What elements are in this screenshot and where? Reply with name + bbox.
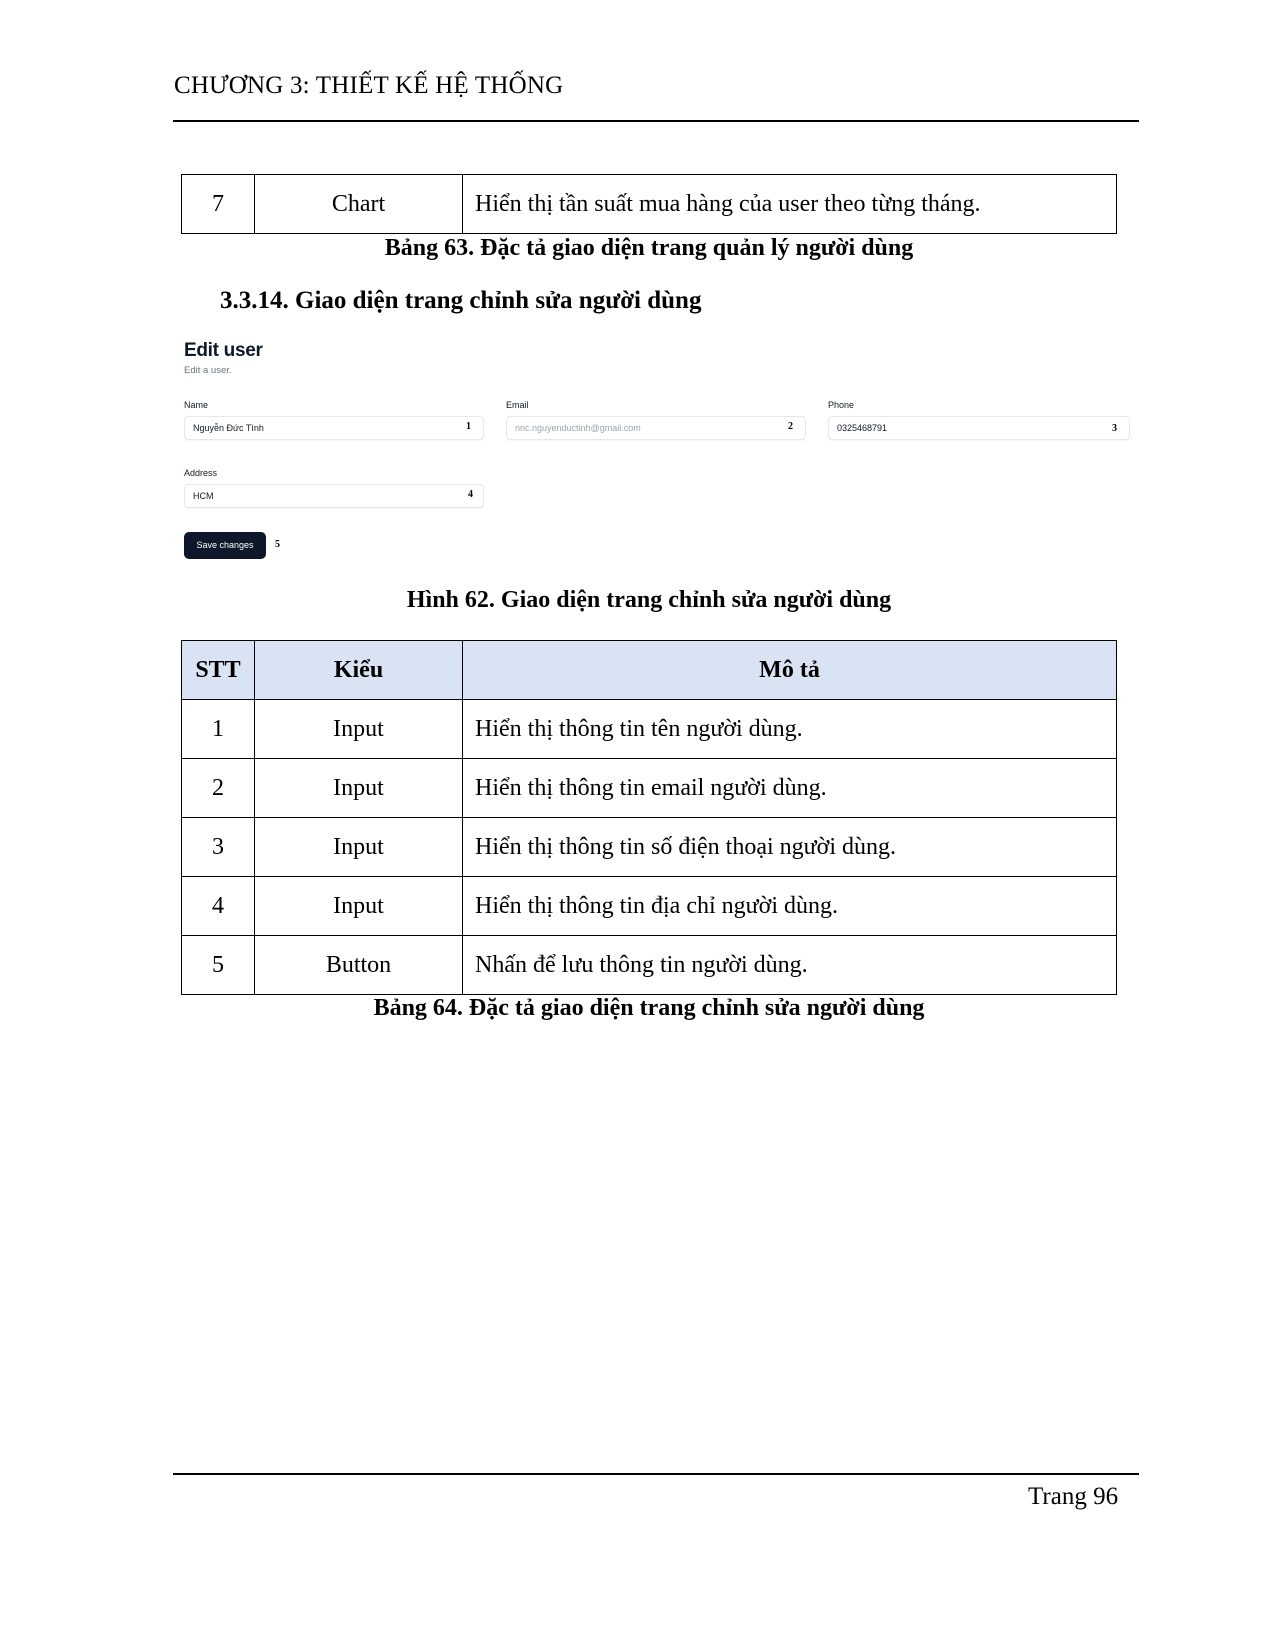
address-input[interactable]: HCM	[184, 484, 484, 508]
callout-2: 2	[788, 421, 793, 432]
phone-label: Phone	[828, 400, 855, 410]
email-label: Email	[506, 400, 529, 410]
table-64-caption: Bảng 64. Đặc tả giao diện trang chỉnh sửa người dùng	[373, 995, 925, 1021]
table-header-row	[182, 641, 1117, 700]
cell-desc: Hiển thị tần suất mua hàng của user theo từng tháng.	[463, 175, 1117, 234]
cell-desc: Hiển thị thông tin tên người dùng.	[463, 700, 1117, 759]
table-row	[182, 818, 1117, 877]
cell-stt: 1	[182, 700, 255, 759]
cell-type: Input	[255, 877, 463, 936]
header-type: Kiểu	[255, 641, 463, 700]
cell-type: Button	[255, 936, 463, 995]
cell-desc: Hiển thị thông tin email người dùng.	[463, 759, 1117, 818]
callout-5: 5	[275, 539, 280, 550]
cell-desc: Hiển thị thông tin số điện thoại người dùng.	[463, 818, 1117, 877]
table-row	[182, 936, 1117, 995]
callout-4: 4	[468, 489, 473, 500]
section-heading: 3.3.14. Giao diện trang chỉnh sửa người dùng	[220, 287, 702, 314]
ui-page-title: Edit user	[184, 340, 263, 361]
cell-stt: 5	[182, 936, 255, 995]
header-desc: Mô tả	[463, 641, 1117, 700]
table-row	[182, 877, 1117, 936]
callout-3: 3	[1112, 423, 1117, 434]
header-stt: STT	[182, 641, 255, 700]
footer-divider	[173, 1473, 1139, 1475]
name-label: Name	[184, 400, 209, 410]
cell-desc: Nhấn để lưu thông tin người dùng.	[463, 936, 1117, 995]
ui-page-subtitle: Edit a user.	[184, 365, 232, 376]
table-row	[182, 175, 1117, 234]
email-input[interactable]: nnc.nguyenductinh@gmail.com	[506, 416, 806, 440]
table-row	[182, 759, 1117, 818]
table-64	[181, 640, 1117, 995]
cell-stt: 4	[182, 877, 255, 936]
header-divider	[173, 120, 1139, 122]
address-label: Address	[184, 468, 218, 478]
name-input[interactable]: Nguyễn Đức Tình	[184, 416, 484, 440]
table-row	[182, 700, 1117, 759]
cell-type: Input	[255, 700, 463, 759]
edit-user-figure	[181, 336, 1141, 566]
cell-stt: 3	[182, 818, 255, 877]
callout-1: 1	[466, 421, 471, 432]
cell-desc: Hiển thị thông tin địa chỉ người dùng.	[463, 877, 1117, 936]
phone-input[interactable]: 0325468791	[828, 416, 1130, 440]
table-63-caption: Bảng 63. Đặc tả giao diện trang quản lý người dùng	[384, 235, 914, 261]
table-63-tail	[181, 174, 1117, 234]
cell-type: Input	[255, 759, 463, 818]
cell-type: Input	[255, 818, 463, 877]
cell-stt: 7	[182, 175, 255, 234]
cell-stt: 2	[182, 759, 255, 818]
cell-type: Chart	[255, 175, 463, 234]
figure-62-caption: Hình 62. Giao diện trang chỉnh sửa người dùng	[406, 587, 892, 613]
page-number: Trang 96	[1028, 1483, 1119, 1510]
save-changes-button[interactable]: Save changes	[184, 532, 266, 559]
chapter-header: CHƯƠNG 3: THIẾT KẾ HỆ THỐNG	[174, 72, 564, 99]
